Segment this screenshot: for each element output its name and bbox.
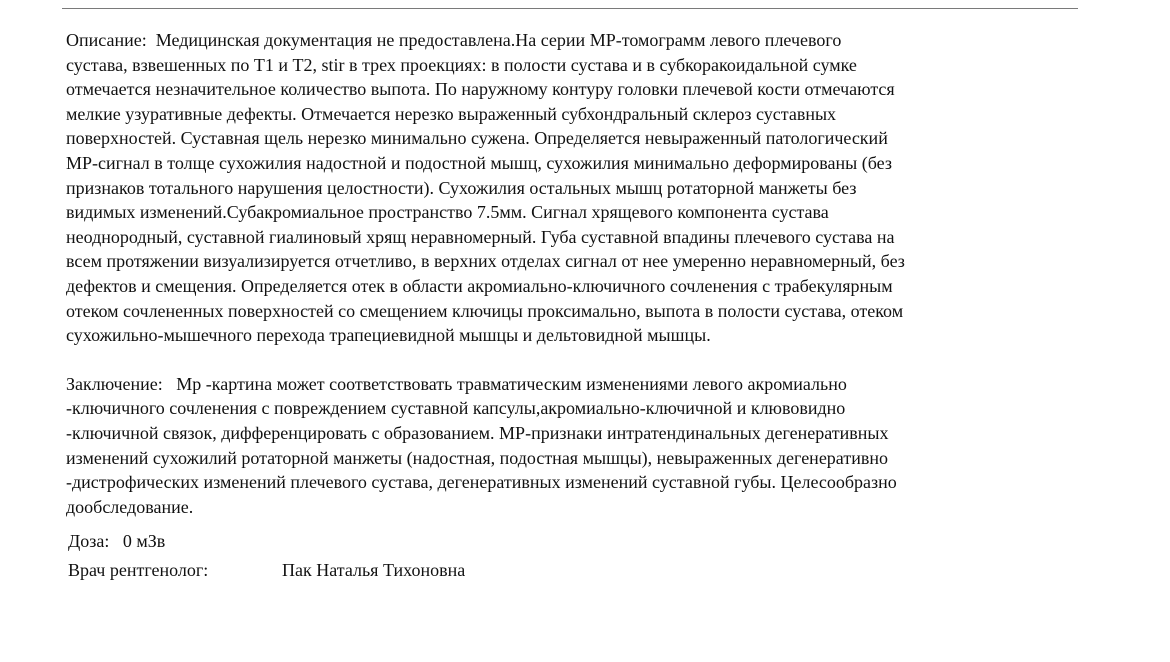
conclusion-text: Мр -картина может соответствовать травматическим изменениями левого акромиально -ключичного сочленения с повреждением суставной капсулы,акромиально-ключичной и клювовидно -ключичной связок, дифференцировать с образованием. МР-признаки интратендинальных дегенеративных изменений сухожилий ротаторной манжеты (надостная, подостная мышцы), невыраженных дегенеративно -дистрофических изменений плечевого сустава, дегенеративных изменений суставной губы. Целесообразно дообследование.	[66, 373, 897, 517]
top-divider	[62, 8, 1078, 9]
radiologist-line	[68, 558, 466, 582]
description-label: Описание:	[66, 30, 156, 50]
dose-value: 0 мЗв	[122, 531, 166, 551]
report-body	[66, 28, 1066, 519]
description-text: Медицинская документация не предоставлена.На серии МР-томограмм левого плечевого сустава, взвешенных по Т1 и Т2, stir в трех проекциях: в полости сустава и в субкоракоидальной сумке отмечается незначительное количество выпота. По наружному контуру головки плечевой кости отмечаются мелкие узуративные дефекты. Отмечается нерезко выраженный субхондральный склероз суставных поверхностей. Суставная щель нерезко минимально сужена. Определяется невыраженный патологический МР-сигнал в толще сухожилия надостной и подостной мышц, сухожилия минимально деформированы (без признаков тотального нарушения целостности). Сухожилия остальных мышц ротаторной манжеты без видимых изменений.Субакромиальное пространство 7.5мм. Сигнал хрящевого компонента сустава неоднородный, суставной гиалиновый хрящ неравномерный. Губа суставной впадины плечевого сустава на всем протяжении визуализируется отчетливо, в верхних отделах сигнал от нее умеренно неравномерный, без дефектов и смещения. Определяется отек в области акромиально-ключичного сочленения с трабекулярным отеком сочлененных поверхностей со смещением ключицы проксимально, выпота в полости сустава, отеком сухожильно-мышечного перехода трапециевидной мышцы и дельтовидной мышцы.	[66, 30, 905, 346]
dose-label: Доза:	[68, 531, 123, 551]
conclusion-label: Заключение:	[66, 373, 177, 394]
radiologist-name: Пак Наталья Тихоновна	[282, 560, 466, 580]
dose-line	[68, 529, 165, 553]
description-paragraph	[66, 28, 1066, 348]
conclusion-paragraph	[66, 372, 1066, 520]
radiologist-label: Врач рентгенолог:	[68, 560, 209, 580]
